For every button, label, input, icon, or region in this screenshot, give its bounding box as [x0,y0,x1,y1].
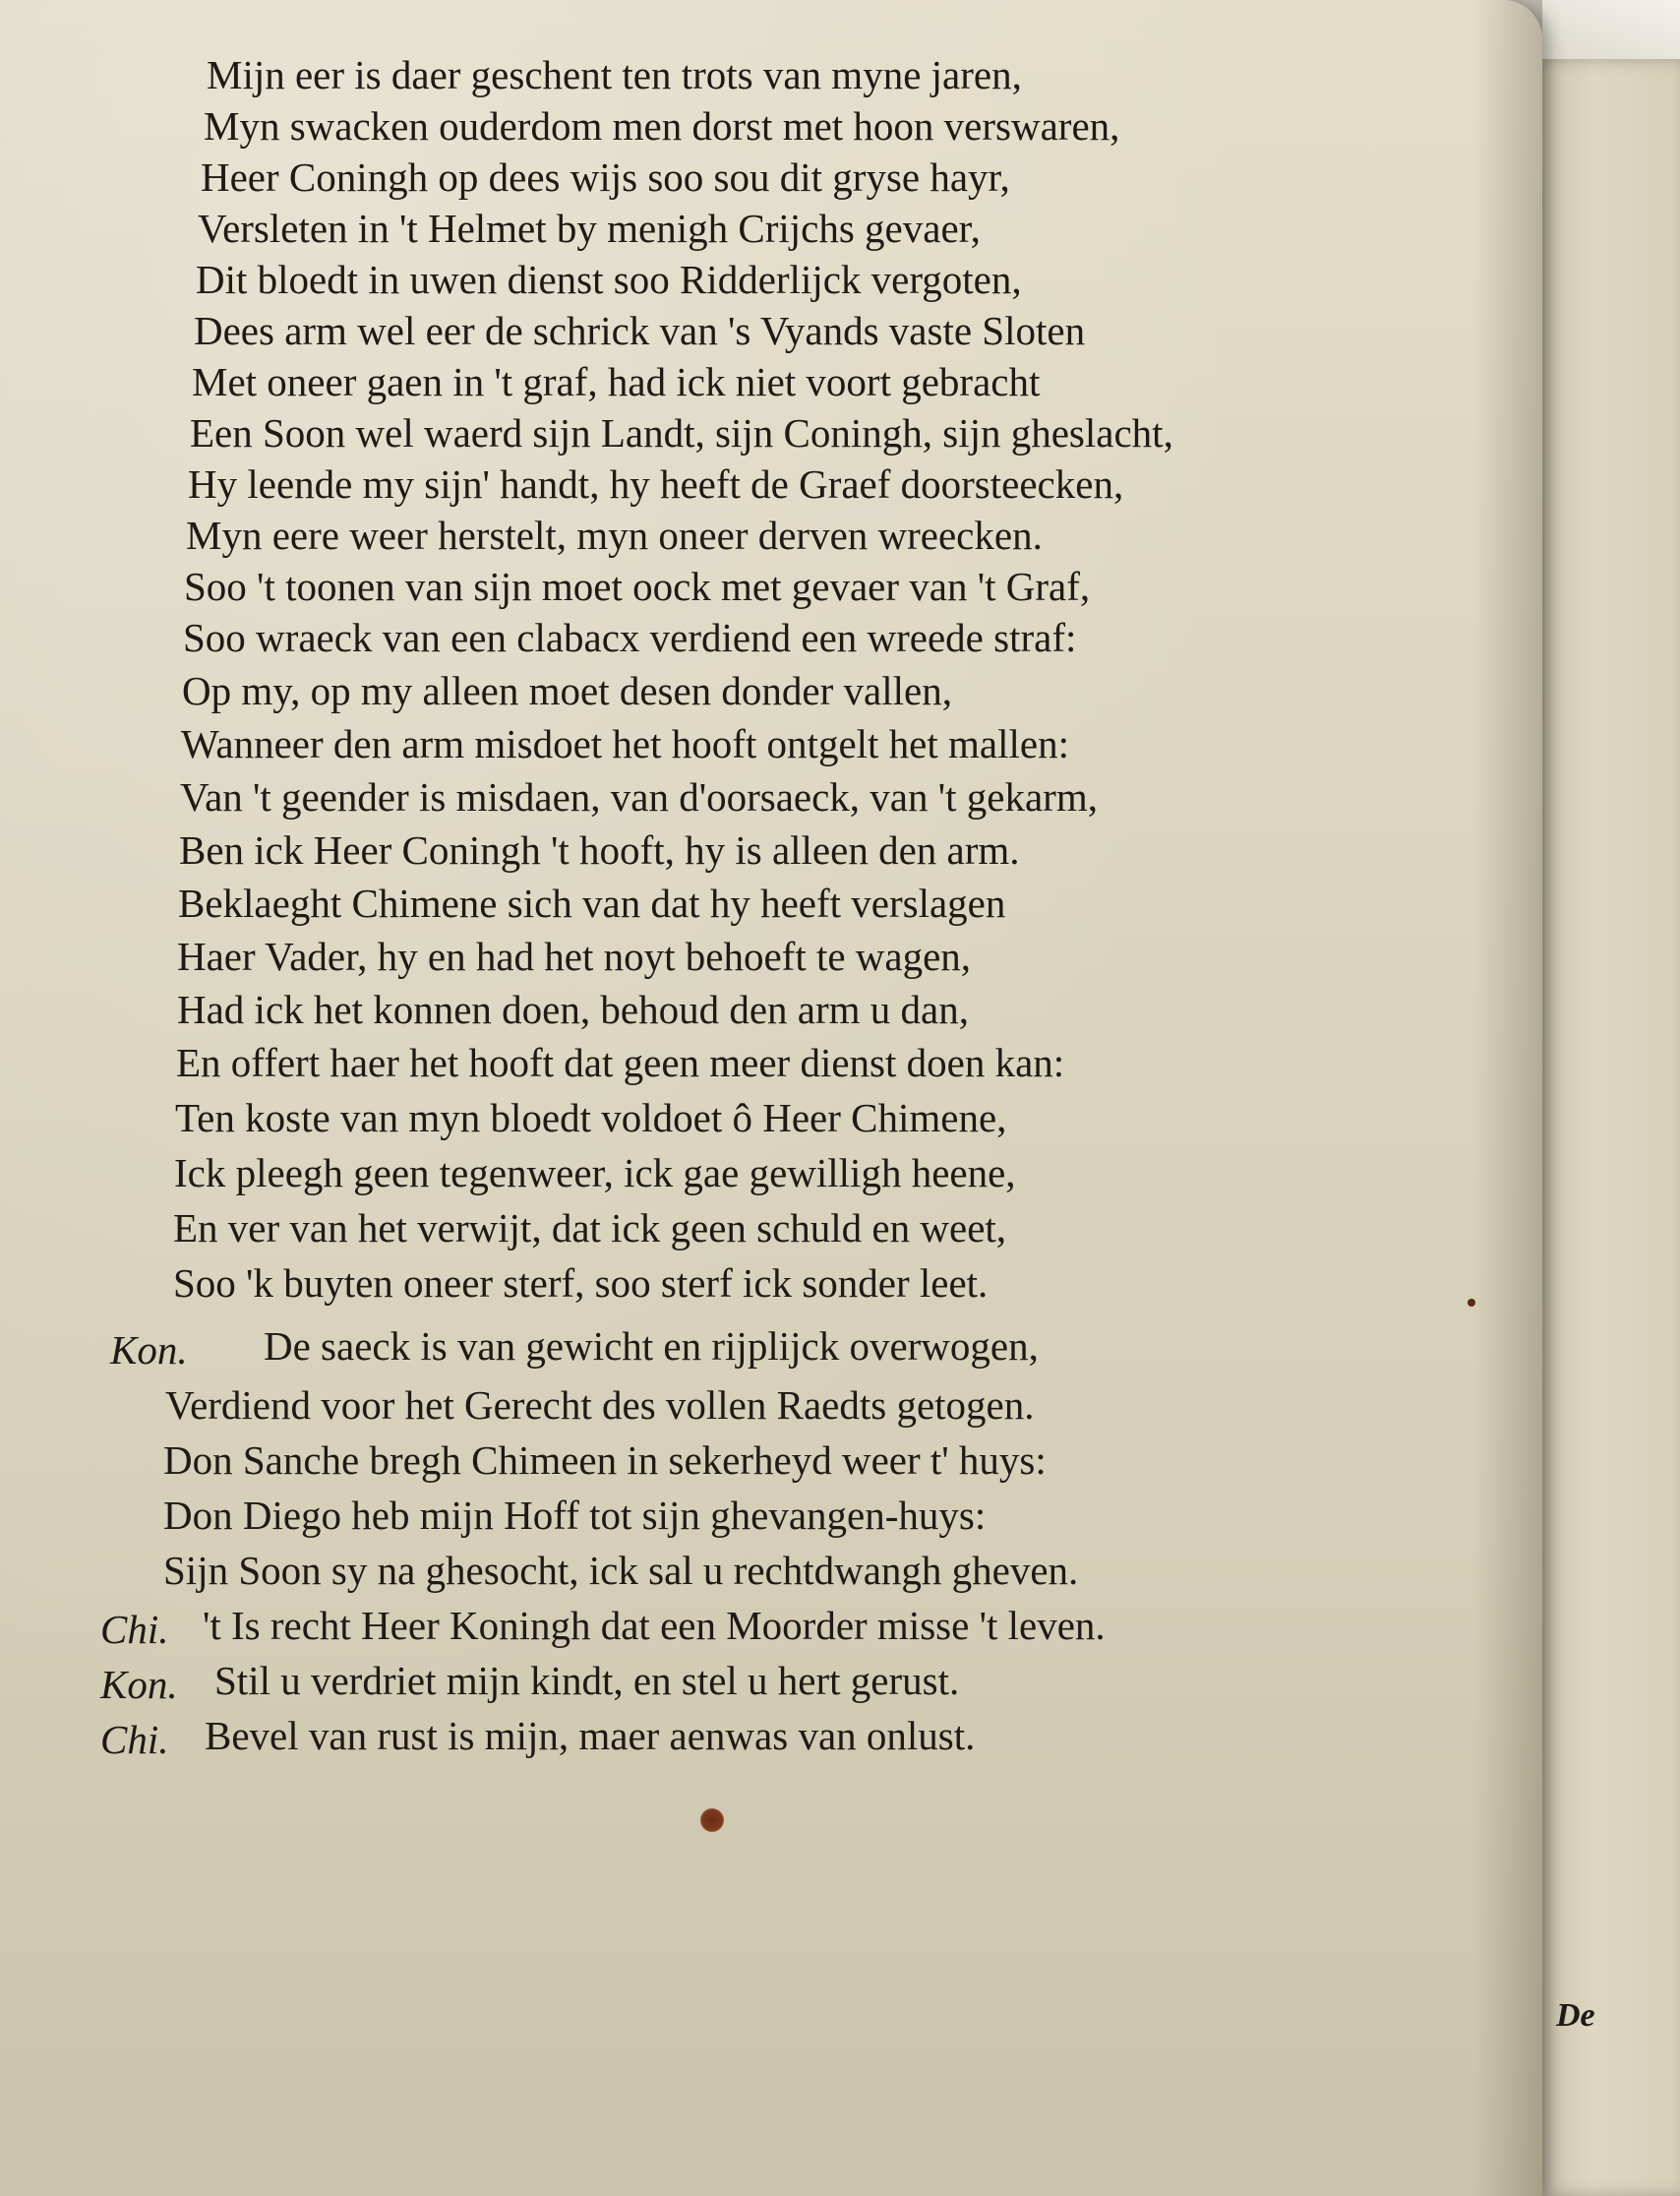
verse-line: Myn swacken ouderdom men dorst met hoon verswaren, [204,103,1120,149]
dialogue-line: Don Sanche bregh Chimeen in sekerheyd weer t' huys: [163,1437,1047,1483]
verse-line: Hy leende my sijn' handt, hy heeft de Graef doorsteecken, [188,461,1124,507]
facing-page [1532,59,1680,2196]
verse-line: Soo wraeck van een clabacx verdiend een wreede straf: [183,615,1077,660]
dialogue-line: De saeck is van gewicht en rijplijck overwogen, [264,1323,1039,1369]
verse-line: Ick pleegh geen tegenweer, ick gae gewilligh heene, [174,1150,1016,1195]
speaker-label: Chi. [100,1717,169,1762]
dialogue-line: 't Is recht Heer Koningh dat een Moorder misse 't leven. [203,1603,1106,1648]
verse-line: Met oneer gaen in 't graf, had ick niet voort gebracht [192,359,1041,404]
verse-line: En offert haer het hooft dat geen meer dienst doen kan: [176,1040,1065,1085]
dialogue-line: Stil u verdriet mijn kindt, en stel u hert gerust. [214,1658,960,1703]
ink-speck [1468,1299,1475,1307]
verse-line: Dit bloedt in uwen dienst soo Ridderlijck vergoten, [196,257,1022,302]
verse-line: Had ick het konnen doen, behoud den arm u dan, [177,987,969,1032]
dialogue-line: Bevel van rust is mijn, maer aenwas van onlust. [205,1713,976,1758]
verse-line: Ben ick Heer Coningh 't hooft, hy is alleen den arm. [179,827,1020,873]
verse-line: Soo 'k buyten oneer sterf, soo sterf ick sonder leet. [173,1260,989,1306]
verse-line: Van 't geender is misdaen, van d'oorsaeck, van 't gekarm, [180,774,1098,820]
verse-line: Haer Vader, hy en had het noyt behoeft te wagen, [177,934,972,979]
verse-line: Een Soon wel waerd sijn Landt, sijn Coningh, sijn gheslacht, [190,410,1173,456]
verse-line: Ten koste van myn bloedt voldoet ô Heer Chimene, [175,1095,1007,1140]
verse-line: Heer Coningh op dees wijs soo sou dit gryse hayr, [201,154,1010,200]
dialogue-line: Verdiend voor het Gerecht des vollen Raedts getogen. [165,1382,1035,1428]
verse-line: Wanneer den arm misdoet het hooft ontgelt het mallen: [181,721,1069,766]
speaker-label: Kon. [110,1327,188,1372]
verse-line: Versleten in 't Helmet by menigh Crijchs gevaer, [198,206,981,251]
verse-line: Myn eere weer herstelt, myn oneer derven wreecken. [186,513,1043,558]
verse-line: Op my, op my alleen moet desen donder vallen, [182,668,952,713]
verse-line: Beklaeght Chimene sich van dat hy heeft verslagen [178,881,1006,926]
verse-line: Soo 't toonen van sijn moet oock met gevaer van 't Graf, [184,564,1091,609]
dialogue-line: Sijn Soon sy na ghesocht, ick sal u rechtdwangh gheven. [163,1548,1079,1593]
speaker-label: Kon. [100,1662,178,1707]
dialogue-line: Don Diego heb mijn Hoff tot sijn ghevangen-huys: [163,1493,987,1538]
verse-line: Dees arm wel eer de schrick van 's Vyands vaste Sloten [194,308,1086,353]
speaker-label: Chi. [100,1607,169,1652]
ink-stain [700,1808,724,1832]
verse-line: En ver van het verwijt, dat ick geen schuld en weet, [173,1205,1007,1250]
catchword: De [1556,1997,1595,2034]
verse-line: Mijn eer is daer geschent ten trots van myne jaren, [207,52,1022,97]
